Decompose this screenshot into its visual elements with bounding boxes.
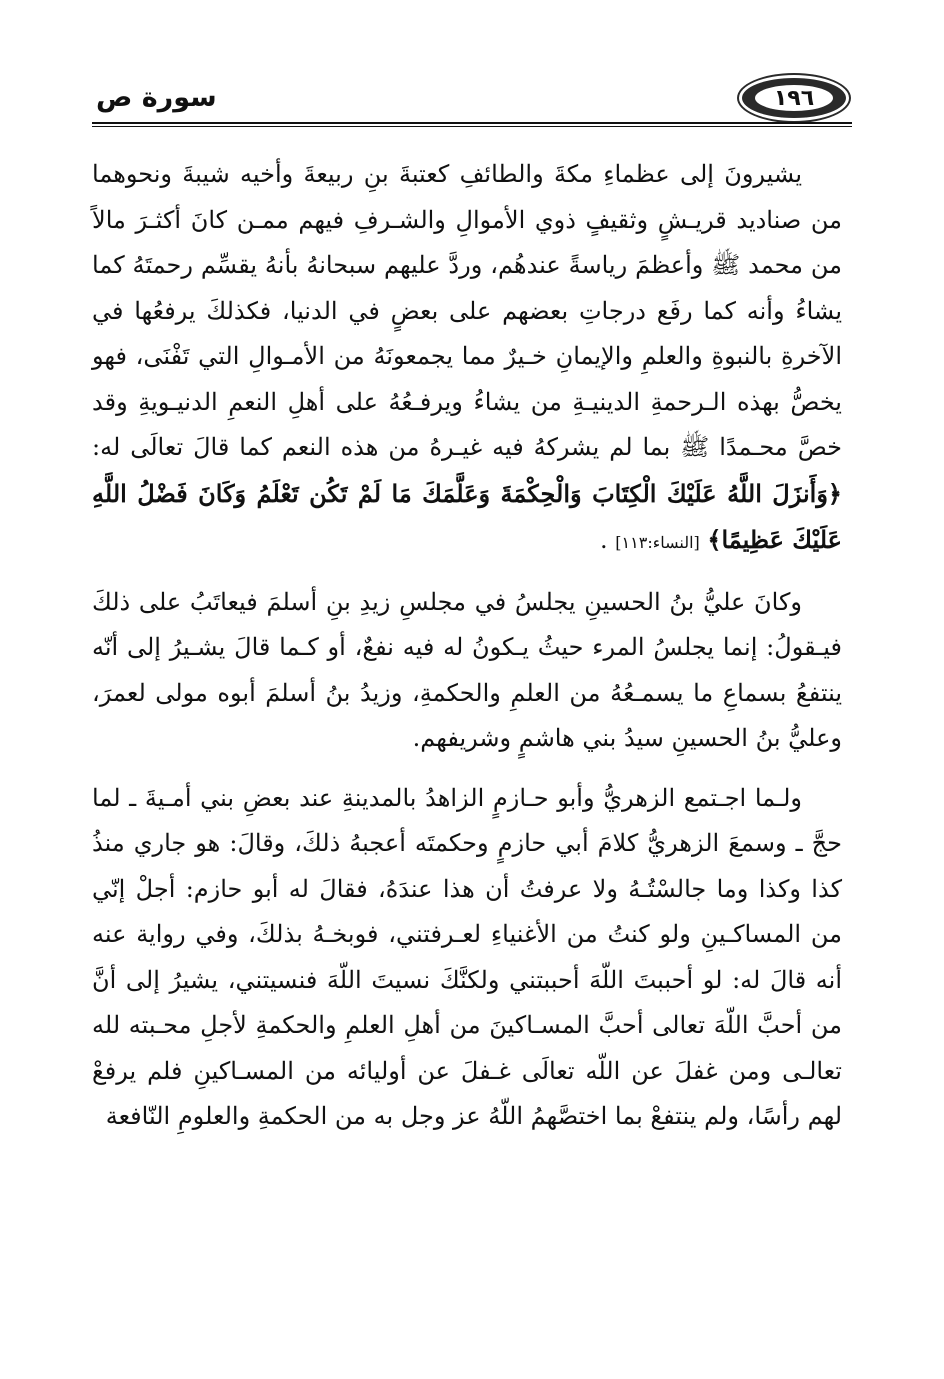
paragraph-1-text: يشيرونَ إلى عظماءِ مكةَ والطائفِ كعتبةَ بنِ ربيعةَ وأخيه شيبةَ ونحوهما من صناديد قريـشٍ وثقيفٍ ذوي الأموالِ والشـرفِ فيهم ممـن كانَ أكثـرَ مالاً من محمد ﷺ وأعظمَ رياسةً عندهُم، وردَّ عليهم سبحانهُ بأنهُ يقسِّم رحمتَهُ كما يشاءُ وأنه كما رفَع درجاتِ بعضهم على بعضٍ في الدنيا، فكذلكَ يرفعُها في الآخرةِ بالنبوةِ والعلمِ والإيمانِ خـيرٌ مما يجمعونَهُ من الأمـوالِ التي تَفْنَى، فهو يخصُّ بهذه الـرحمةِ الدينيـةِ من يشاءُ ويرفـعُهُ على أهلِ النعمِ الدنيـويةِ وقد خصَّ محـمدًا ﷺ بما لم يشركهُ فيه غيـرهُ من هذه النعم كما قالَ تعالَى له: (92, 160, 842, 461)
quran-verse: ﴿وَأَنزَلَ اللَّهُ عَلَيْكَ الْكِتَابَ وَالْحِكْمَةَ وَعَلَّمَكَ مَا لَمْ تَكُن تَعْلَمُ وَكَانَ فَضْلُ اللَّهِ عَلَيْكَ عَظِيمًا﴾ (92, 478, 842, 554)
header-divider (92, 122, 852, 124)
verse-citation: [النساء:١١٣] (615, 533, 700, 552)
page-body (92, 152, 842, 1140)
paragraph-1-end: . (600, 526, 608, 554)
paragraph-2: وكانَ عليُّ بنُ الحسينِ يجلسُ في مجلسِ زيدِ بنِ أسلمَ فيعاتَبُ على ذلكَ فيـقولُ: إنما يجلسُ المرء حيثُ يـكونُ له فيه نفعٌ، أو كـما قالَ يشـيرُ إلى أنّه ينتفعُ بسماعِ ما يسمـعُهُ من العلمِ والحكمةِ، وزيدُ بنُ أسلمَ أبوه مولى لعمرَ، وعليُّ بنُ الحسينِ سيدُ بني هاشمٍ وشريفهم. (92, 587, 842, 752)
page-number: ١٩٦ (755, 85, 833, 111)
page-number-badge (742, 78, 846, 118)
paragraph-3: ولـما اجـتمع الزهريُّ وأبو حـازمٍ الزاهدُ بالمدينةِ عند بعضِ بني أمـيةَ ـ لما حجَّ ـ وسمعَ الزهريُّ كلامَ أبي حازمٍ وحكمتَه أعجبهُ ذلكَ، وقالَ: هو جاري منذُ كذا وكذا وما جالسْتُـهُ ولا عرفتُ أن هذا عندَهُ، فقالَ له أبو حازم: أجلْ إنّي من المساكـينِ ولو كنتُ من الأغنياءِ لعـرفتني، فوبخـهُ بذلكَ، وفي رواية عنه أنه قالَ له: لو أحببتَ اللّهَ أحببتني ولكنَّكَ نسيتَ اللّهَ فنسيتني، يشيرُ إلى أنَّ من أحبَّ اللّهَ تعالى أحبَّ المسـاكينَ من أهلِ العلمِ والحكمةِ لأجلِ محـبته لله تعالـى ومن غفلَ عن اللّه تعالَى غـفلَ عن أوليائه من المسـاكينِ فلم يرفعْ لهم رأسًا، ولم ينتفعْ بما اختصَّهمُ اللّهُ عز وجل به من الحكمةِ والعلومِ النّافعة (92, 783, 842, 1130)
page-header (92, 78, 852, 130)
surah-title: سورة ص (96, 82, 217, 113)
paragraph-1 (92, 152, 842, 566)
header-divider-thin (92, 126, 852, 127)
